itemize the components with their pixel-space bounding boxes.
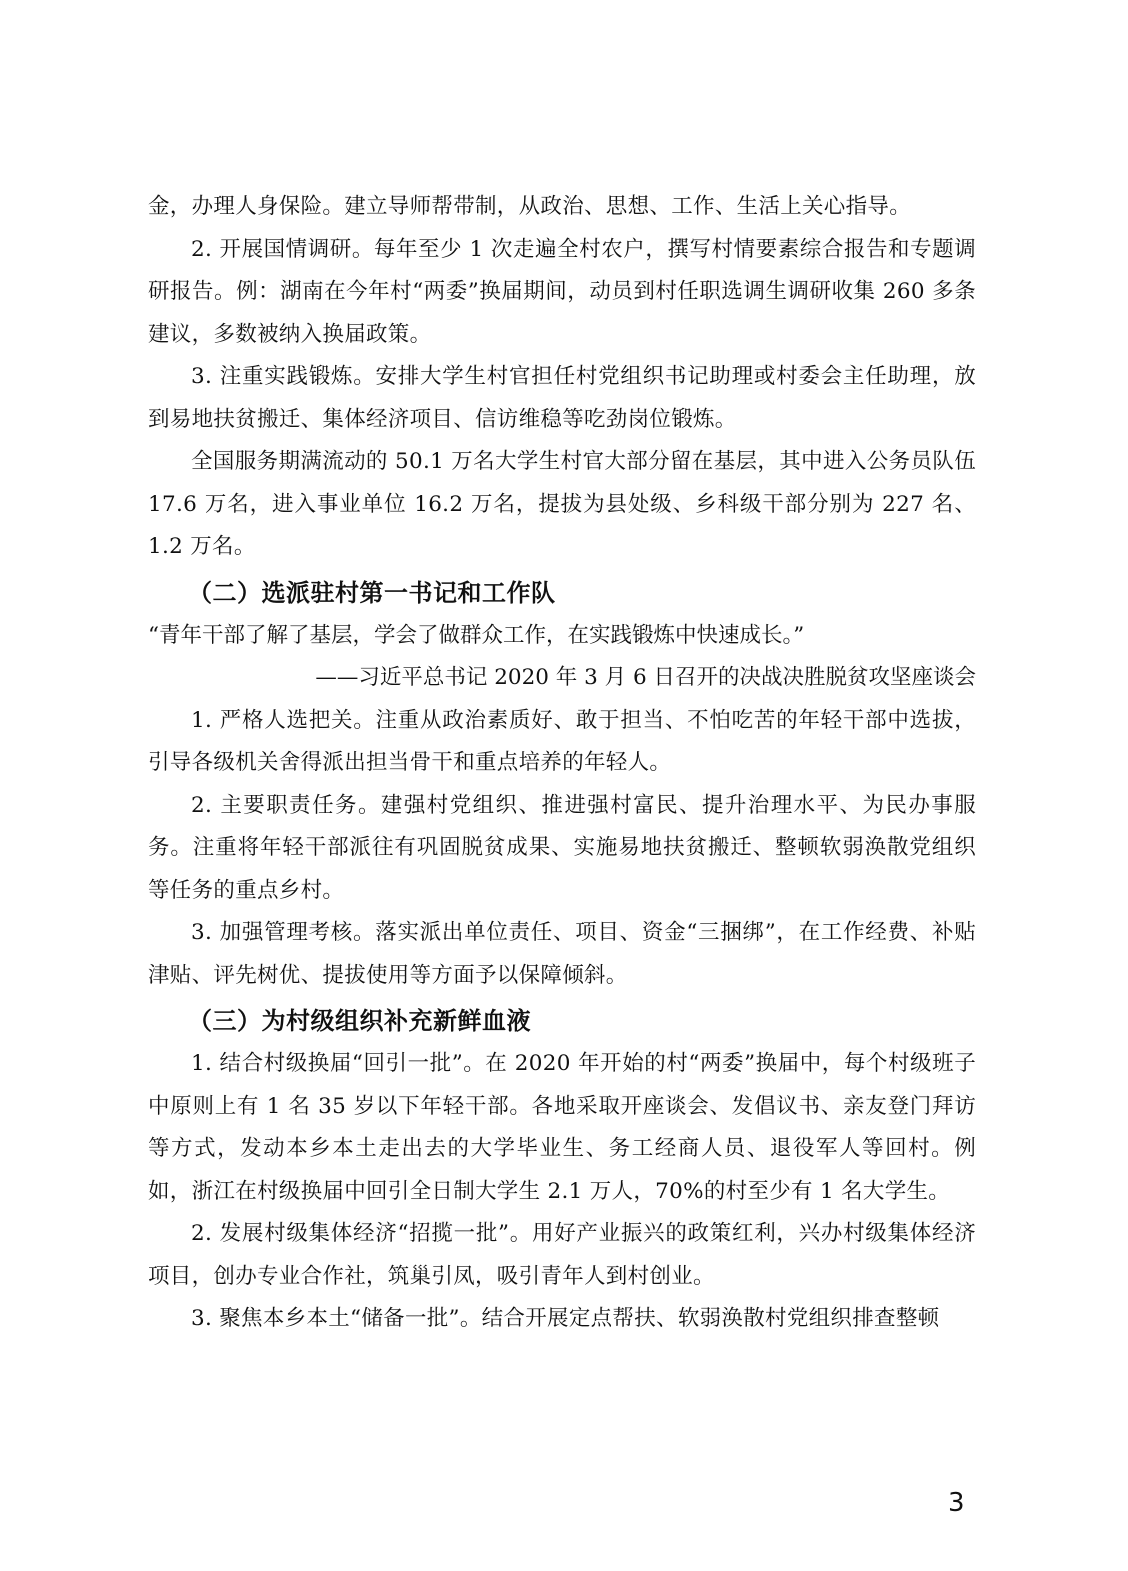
- paragraph-management: 3. 加强管理考核。落实派出单位责任、项目、资金“三捆绑”，在工作经费、补贴津贴、评先树优、提拔使用等方面予以保障倾斜。: [148, 920, 976, 988]
- quote-attribution: ——习近平总书记 2020 年 3 月 6 日召开的决战决胜脱贫攻坚座谈会: [315, 665, 976, 690]
- section-heading-2: （二）选派驻村第一书记和工作队: [188, 578, 556, 607]
- quote-text: “青年干部了解了基层，学会了做群众工作，在实践锻炼中快速成长。”: [148, 622, 805, 648]
- paragraph-duties: 2. 主要职责任务。建强村党组织、推进强村富民、提升治理水平、为民办事服务。注重将年轻干部派往有巩固脱贫成果、实施易地扶贫搬迁、整顿软弱涣散党组织等任务的重点乡村。: [148, 792, 976, 903]
- document-page: [148, 186, 976, 1341]
- page-number: 3: [948, 1488, 965, 1518]
- paragraph-selection: 1. 严格人选把关。注重从政治素质好、敢于担当、不怕吃苦的年轻干部中选拔，引导各级机关舍得派出担当骨干和重点培养的年轻人。: [148, 707, 976, 775]
- paragraph-statistics: 全国服务期满流动的 50.1 万名大学生村官大部分留在基层，其中进入公务员队伍 17.6 万名，进入事业单位 16.2 万名，提拔为县处级、乡科级干部分别为 227 名、1.2 万名。: [148, 449, 976, 559]
- paragraph-return: 1. 结合村级换届“回引一批”。在 2020 年开始的村“两委”换届中，每个村级班子中原则上有 1 名 35 岁以下年轻干部。各地采取开座谈会、发倡议书、亲友登门拜访等方式，发动本乡本土走出去的大学毕业生、务工经商人员、退役军人等回村。例如，浙江在村级换届中回引全日制大学生 2.1 万人，70%的村至少有 1 名大学生。: [148, 1051, 976, 1204]
- paragraph-item-3-practice: 3. 注重实践锻炼。安排大学生村官担任村党组织书记助理或村委会主任助理，放到易地扶贫搬迁、集体经济项目、信访维稳等吃劲岗位锻炼。: [148, 364, 976, 432]
- paragraph-continuation: 金，办理人身保险。建立导师帮带制，从政治、思想、工作、生活上关心指导。: [148, 194, 912, 219]
- paragraph-reserve: 3. 聚焦本乡本土“储备一批”。结合开展定点帮扶、软弱涣散村党组织排查整顿: [191, 1306, 940, 1331]
- paragraph-item-2-research: 2. 开展国情调研。每年至少 1 次走遍全村农户，撰写村情要素综合报告和专题调研报告。例：湖南在今年村“两委”换届期间，动员到村任职选调生调研收集 260 多条建议，多数被纳入换届政策。: [148, 236, 976, 347]
- section-heading-3: （三）为村级组织补充新鲜血液: [188, 1007, 531, 1035]
- paragraph-attract: 2. 发展村级集体经济“招揽一批”。用好产业振兴的政策红利，兴办村级集体经济项目，创办专业合作社，筑巢引凤，吸引青年人到村创业。: [148, 1221, 976, 1289]
